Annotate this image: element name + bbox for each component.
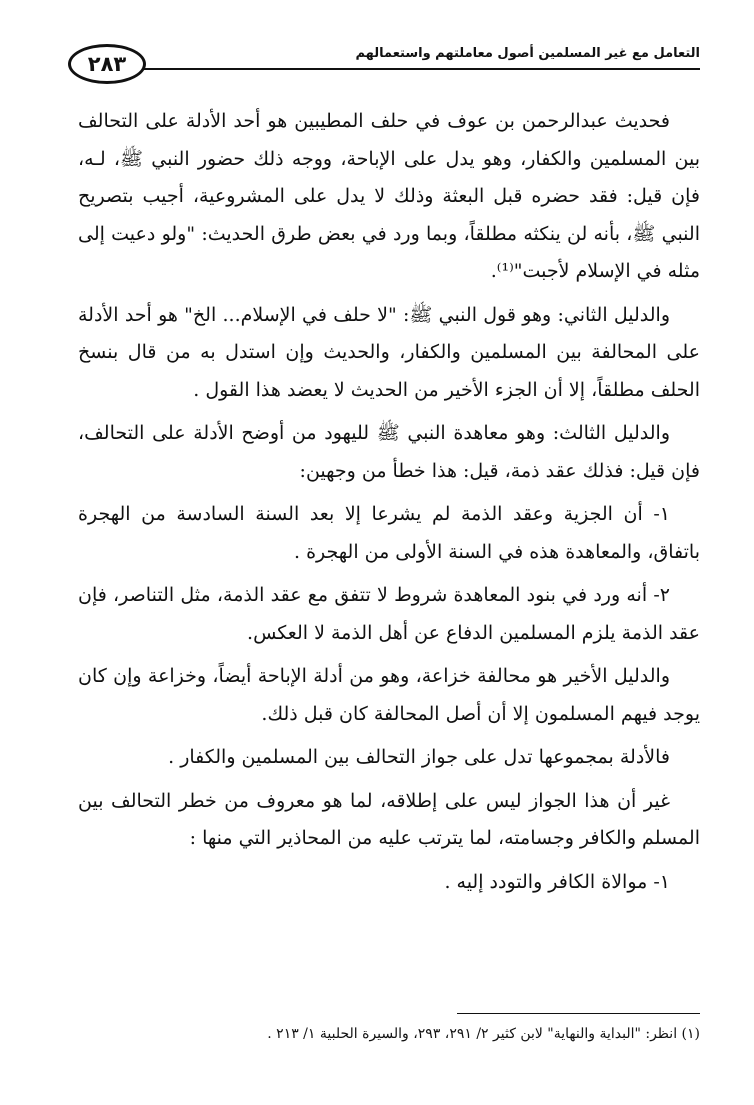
running-title: التعامل مع غير المسلمين أصول معاملتهم واستعمالهم [355,46,700,61]
paragraph-4: ١- أن الجزية وعقد الذمة لم يشرعا إلا بعد السنة السادسة من الهجرة باتفاق، والمعاهدة هذه في السنة الأولى من الهجرة . [78,503,700,563]
paragraph-6: والدليل الأخير هو محالفة خزاعة، وهو من أدلة الإباحة أيضاً، وخزاعة وإن كان يوجد فيهم المسلمون إلا أن أصل المحالفة كان قبل ذلك. [78,665,700,725]
paragraph-8: غير أن هذا الجواز ليس على إطلاقه، لما هو معروف من خطر التحالف بين المسلم والكافر وجسامته، لما يترتب عليه من المحاذير التي منها : [78,789,700,849]
paragraph-2: والدليل الثاني: وهو قول النبي ﷺ: "لا حلف في الإسلام... الخ" هو أحد الأدلة على المحالفة بين المسلمين والكفار، والحديث وإن استدل به من قال بنسخ الحلف مطلقاً، إلا أن الجزء الأخير من الحديث لا يعضد هذا القول . [78,303,700,401]
page-number-badge [68,44,146,84]
running-header [66,44,700,70]
page-number: ٢٨٣ [87,52,127,76]
paragraph-1: فحديث عبدالرحمن بن عوف في حلف المطيبين هو أحد الأدلة على التحالف بين المسلمين والكفار، وهو يدل على الإباحة، ووجه ذلك حضور النبي ﷺ، لـه، فإن قيل: فقد حضره قبل البعثة وذلك لا يدل على المشروعية، أجيب بتصريح النبي ﷺ، بأنه لن ينكثه مطلقاً، وبما ورد في بعض طرق الحديث: "ولو دعيت إلى مثله في الإسلام لأجبت"⁽¹⁾. [78,110,700,282]
paragraph-7: فالأدلة بمجموعها تدل على جواز التحالف بين المسلمين والكفار . [168,746,670,768]
header-rule [140,68,700,70]
footnote: (١) انظر: "البداية والنهاية" لابن كثير ٢/ ٢٩١، ٢٩٣، والسيرة الحلبية ١/ ٢١٣ . [267,1026,700,1042]
paragraph-9: ١- موالاة الكافر والتودد إليه . [444,870,670,893]
paragraph-5: ٢- أنه ورد في بنود المعاهدة شروط لا تتفق مع عقد الذمة، مثل التناصر، فإن عقد الذمة يلزم المسلمين الدفاع عن أهل الذمة لا العكس. [78,584,700,644]
paragraph-3: والدليل الثالث: وهو معاهدة النبي ﷺ لليهود من أوضح الأدلة على التحالف، فإن قيل: فذلك عقد ذمة، قيل: هذا خطأ من وجهين: [78,422,700,482]
body-text [78,103,700,907]
footnote-rule [457,1013,700,1014]
